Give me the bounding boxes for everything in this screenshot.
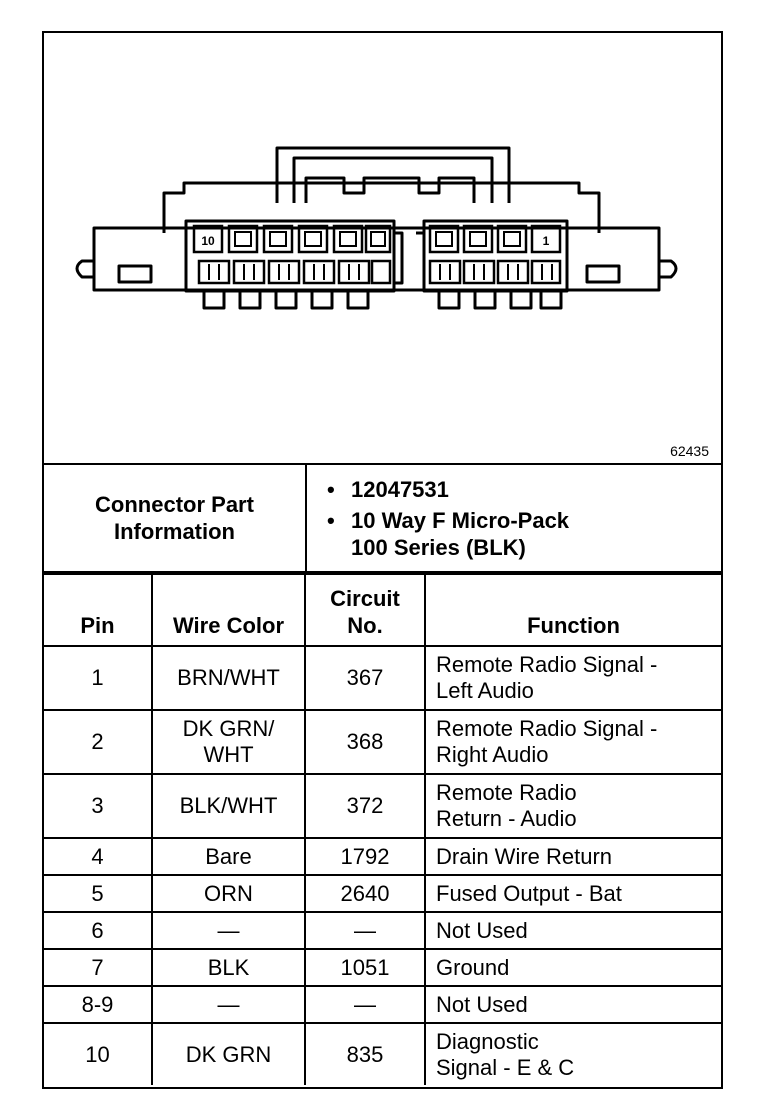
connector-diagram [44, 33, 721, 463]
pin-cell: 2 [44, 710, 152, 774]
function-cell: Remote Radio Return - Audio [425, 774, 721, 838]
table-row [44, 949, 721, 986]
circuit-cell: 1051 [305, 949, 425, 986]
pin-cell: 3 [44, 774, 152, 838]
header-function: Function [425, 574, 721, 646]
pin-table-header [44, 574, 721, 646]
wire-color-cell: BLK [152, 949, 305, 986]
table-row [44, 912, 721, 949]
circuit-cell: — [305, 912, 425, 949]
connector-sheet [42, 31, 723, 1089]
table-row [44, 710, 721, 774]
pin-label-left: 10 [201, 234, 215, 248]
function-cell: Fused Output - Bat [425, 875, 721, 912]
table-row [44, 646, 721, 710]
function-cell: Remote Radio Signal - Right Audio [425, 710, 721, 774]
part-info-label: Connector Part Information [44, 464, 306, 572]
table-row [44, 774, 721, 838]
pin-cell: 1 [44, 646, 152, 710]
pin-label-right: 1 [542, 234, 550, 248]
part-description: • 10 Way F Micro-Pack 100 Series (BLK) [351, 507, 721, 561]
wire-color-cell: Bare [152, 838, 305, 875]
table-row [44, 986, 721, 1023]
wire-color-cell: DK GRN/ WHT [152, 710, 305, 774]
circuit-cell: 368 [305, 710, 425, 774]
wire-color-cell: BRN/WHT [152, 646, 305, 710]
function-cell: Ground [425, 949, 721, 986]
function-cell: Drain Wire Return [425, 838, 721, 875]
wire-color-cell: — [152, 986, 305, 1023]
header-circuit: Circuit No. [305, 574, 425, 646]
function-cell: Remote Radio Signal - Left Audio [425, 646, 721, 710]
circuit-cell: 1792 [305, 838, 425, 875]
pin-cell: 10 [44, 1023, 152, 1085]
wire-color-cell: BLK/WHT [152, 774, 305, 838]
circuit-cell: — [305, 986, 425, 1023]
table-row [44, 838, 721, 875]
pin-cell: 8-9 [44, 986, 152, 1023]
connector-info-table [44, 463, 721, 573]
function-cell: Diagnostic Signal - E & C [425, 1023, 721, 1085]
part-info-values [306, 464, 721, 572]
pin-cell: 4 [44, 838, 152, 875]
table-row [44, 875, 721, 912]
figure-number: 62435 [670, 443, 709, 459]
wire-color-cell: DK GRN [152, 1023, 305, 1085]
header-wire-color: Wire Color [152, 574, 305, 646]
pin-cell: 7 [44, 949, 152, 986]
function-cell: Not Used [425, 912, 721, 949]
pin-table [44, 573, 721, 1085]
circuit-cell: 372 [305, 774, 425, 838]
connector-drawing [44, 33, 721, 463]
header-pin: Pin [44, 574, 152, 646]
circuit-cell: 367 [305, 646, 425, 710]
function-cell: Not Used [425, 986, 721, 1023]
circuit-cell: 835 [305, 1023, 425, 1085]
pin-cell: 5 [44, 875, 152, 912]
circuit-cell: 2640 [305, 875, 425, 912]
part-number: • 12047531 [351, 476, 721, 503]
wire-color-cell: ORN [152, 875, 305, 912]
pin-cell: 6 [44, 912, 152, 949]
wire-color-cell: — [152, 912, 305, 949]
table-row [44, 1023, 721, 1085]
